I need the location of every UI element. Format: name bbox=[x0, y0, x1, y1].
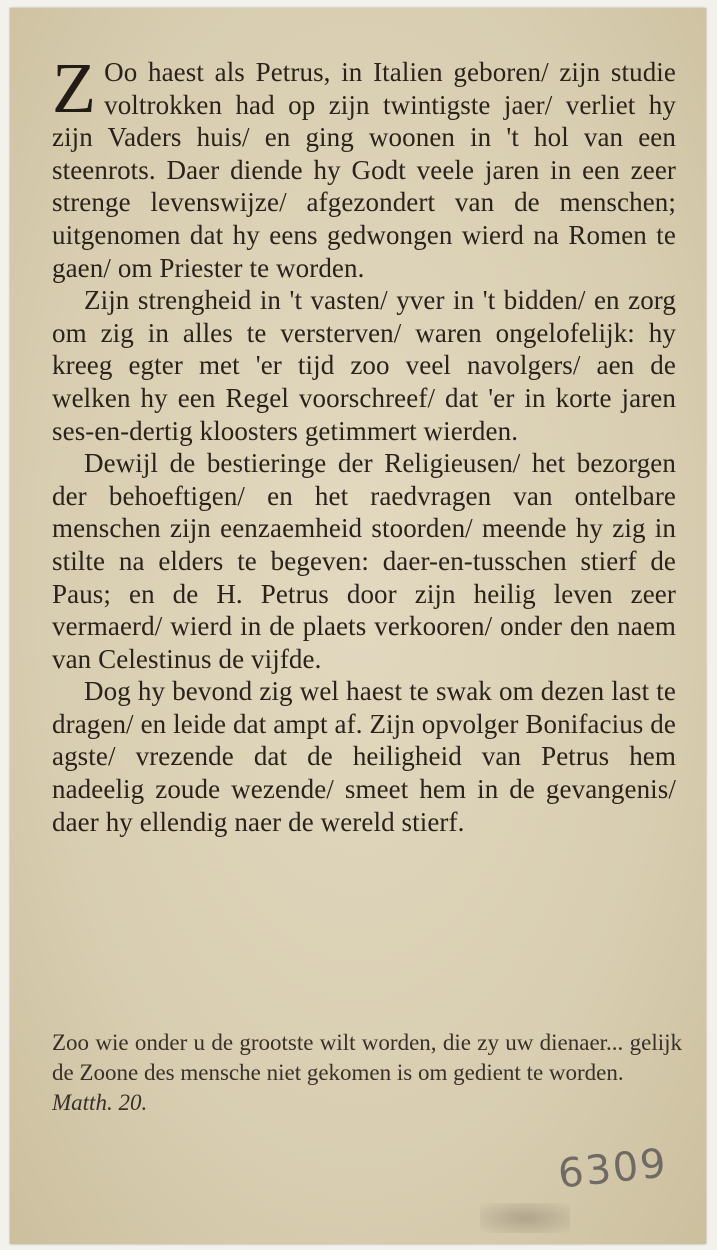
quote-text: Zoo wie onder u de grootste wilt worden, die zy uw dienaer... gelijk de Zoone des mensche niet gekomen is om gedient te worden. bbox=[52, 1030, 682, 1085]
quote-reference: Matth. 20. bbox=[52, 1090, 148, 1115]
paragraph-1-text: Oo haest als Petrus, in Italien geboren/ zijn studie voltrokken had op zijn twintigste jaer/ verliet hy zijn Vaders huis/ en ging woonen in 't hol van een steenrots. Daer diende hy Godt veele jaren in een zeer strenge levenswijze/ afgezondert van de menschen; uitgenomen dat hy eens gedwongen wierd na Romen te gaen/ om Priester te worden. bbox=[52, 57, 676, 283]
scripture-quote bbox=[52, 1028, 682, 1118]
paragraph-4: Dog hy bevond zig wel haest te swak om dezen last te dragen/ en leide dat ampt af. Zijn opvolger Bonifacius de agste/ vrezende dat de heiligheid van Petrus hem nadeelig zoude wezende/ smeet hem in de gevangenis/ daer hy ellendig naer de wereld stierf. bbox=[52, 676, 676, 837]
paragraph-2: Zijn strengheid in 't vasten/ yver in 't bidden/ en zorg om zig in alles te versterven/ waren ongelofelijk: hy kreeg egter met 'er tijd zoo veel navolgers/ aen de welken hy een Regel voorschreef/ dat 'er in korte jaren ses-en-dertig kloosters getimmert wierden. bbox=[52, 285, 676, 446]
handwritten-number: 6309 bbox=[555, 1140, 670, 1198]
drop-cap: Z bbox=[52, 48, 97, 128]
paragraph-1 bbox=[52, 48, 676, 284]
paragraph-3: Dewijl de bestieringe der Religieusen/ het bezorgen der behoeftigen/ en het raedvragen van ontelbare menschen zijn eenzaemheid stoorden/ meende hy zig in stilte na elders te begeven: daer-en-tusschen stierf de Paus; en de H. Petrus door zijn heilig leven zeer vermaerd/ wierd in de plaets verkooren/ onder den naem van Celestinus de vijfde. bbox=[52, 448, 676, 674]
body-text bbox=[52, 48, 676, 838]
document-page bbox=[10, 8, 706, 1244]
ink-smudge bbox=[480, 1203, 570, 1233]
